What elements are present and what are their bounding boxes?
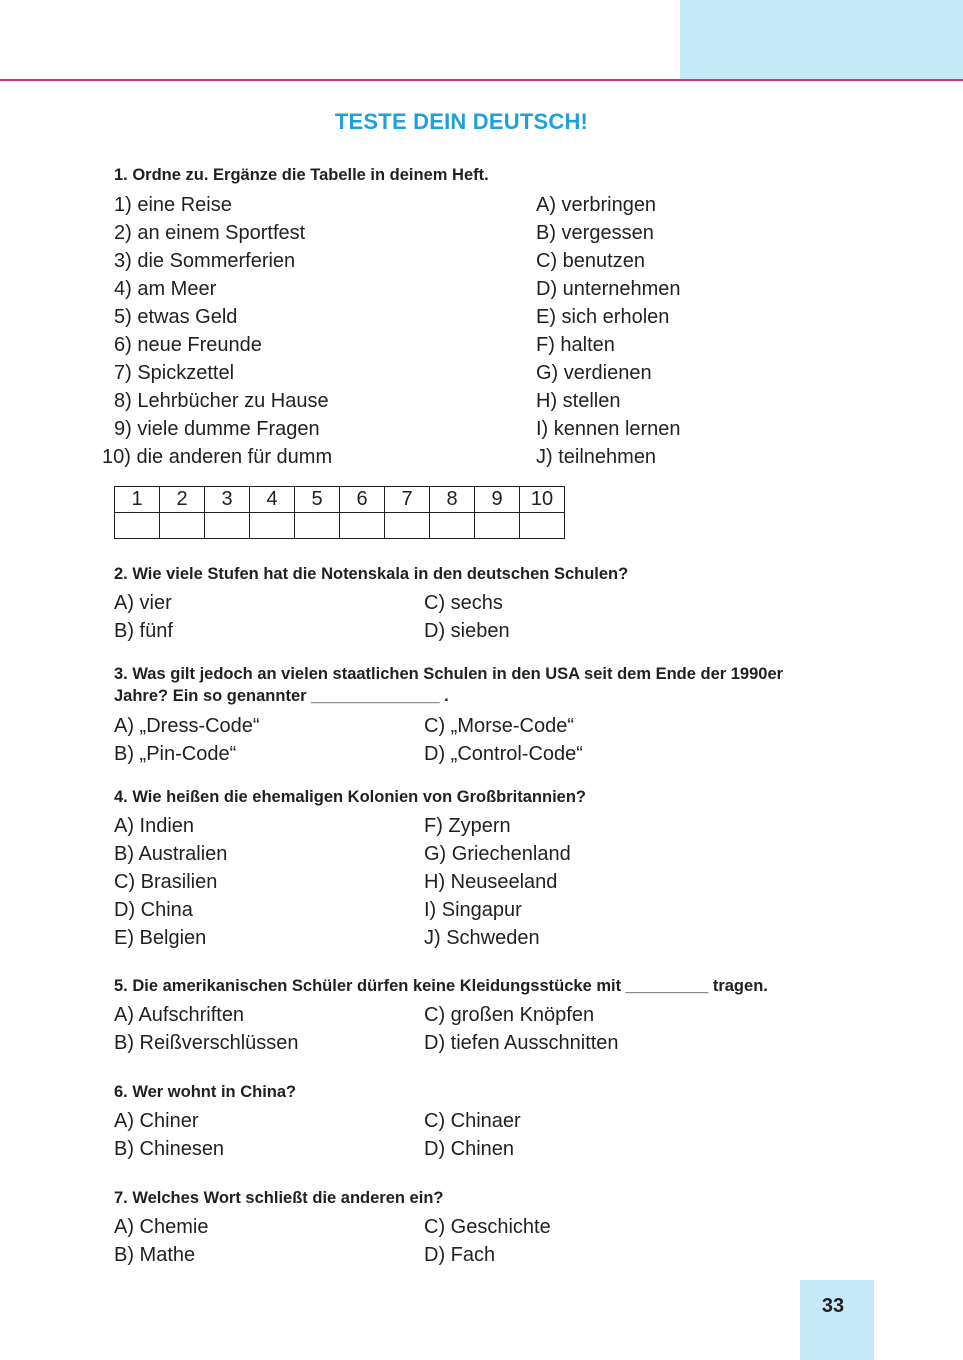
question-6-right-column bbox=[424, 1107, 521, 1163]
answer-option: C) Chinaer bbox=[424, 1110, 521, 1132]
answer-option: A) Indien bbox=[114, 815, 195, 837]
question-1-prompt: 1. Ordne zu. Ergänze die Tabelle in deinem Heft. bbox=[114, 166, 489, 184]
answer-option: A) Chiner bbox=[114, 1110, 199, 1132]
answer-option: C) Brasilien bbox=[114, 871, 218, 893]
header-color-block bbox=[680, 0, 963, 80]
list-item: D) unternehmen bbox=[536, 278, 681, 300]
question-3-right-column bbox=[424, 712, 583, 768]
question-2-left-column bbox=[114, 589, 173, 645]
answer-option: C) „Morse-Code“ bbox=[424, 715, 575, 737]
answer-cell[interactable] bbox=[430, 513, 475, 539]
answer-option: D) sieben bbox=[424, 620, 510, 642]
question-3-left-column bbox=[114, 712, 260, 768]
question-7-prompt: 7. Welches Wort schließt die anderen ein? bbox=[114, 1189, 444, 1207]
table-header-cell: 8 bbox=[430, 487, 475, 513]
answer-option: D) Fach bbox=[424, 1244, 496, 1266]
list-item: E) sich erholen bbox=[536, 306, 670, 328]
list-item: G) verdienen bbox=[536, 362, 652, 384]
header-divider bbox=[0, 79, 963, 81]
answer-option: J) Schweden bbox=[424, 927, 540, 949]
answer-option: B) „Pin-Code“ bbox=[114, 743, 237, 765]
question-7-left-column bbox=[114, 1213, 208, 1269]
page-number-box bbox=[800, 1280, 874, 1360]
answer-option: B) Australien bbox=[114, 843, 228, 865]
question-6-left-column bbox=[114, 1107, 224, 1163]
list-item: 1) eine Reise bbox=[114, 194, 232, 216]
list-item: A) verbringen bbox=[536, 194, 657, 216]
answer-option: G) Griechenland bbox=[424, 843, 571, 865]
list-item: 3) die Sommerferien bbox=[114, 250, 296, 272]
answer-option: C) großen Knöpfen bbox=[424, 1004, 595, 1026]
question-5-prompt: 5. Die amerikanischen Schüler dürfen keine Kleidungsstücke mit _________ tragen. bbox=[114, 977, 768, 995]
table-header-cell: 9 bbox=[475, 487, 520, 513]
answer-table bbox=[114, 486, 565, 539]
question-7-right-column bbox=[424, 1213, 551, 1269]
answer-cell[interactable] bbox=[205, 513, 250, 539]
list-item: 7) Spickzettel bbox=[114, 362, 235, 384]
list-item: F) halten bbox=[536, 334, 615, 356]
answer-option: B) Mathe bbox=[114, 1244, 196, 1266]
answer-cell[interactable] bbox=[250, 513, 295, 539]
answer-cell[interactable] bbox=[475, 513, 520, 539]
question-2-prompt: 2. Wie viele Stufen hat die Notenskala in den deutschen Schulen? bbox=[114, 565, 629, 583]
question-6-prompt: 6. Wer wohnt in China? bbox=[114, 1083, 297, 1101]
list-item: 2) an einem Sportfest bbox=[114, 222, 306, 244]
question-3-prompt bbox=[114, 663, 783, 707]
answer-cell[interactable] bbox=[385, 513, 430, 539]
table-header-row bbox=[115, 487, 565, 513]
answer-cell[interactable] bbox=[160, 513, 205, 539]
answer-option: F) Zypern bbox=[424, 815, 511, 837]
question-1-right-column bbox=[536, 191, 681, 471]
question-4-prompt: 4. Wie heißen die ehemaligen Kolonien von Großbritannien? bbox=[114, 788, 586, 806]
answer-option: I) Singapur bbox=[424, 899, 522, 921]
table-header-cell: 3 bbox=[205, 487, 250, 513]
table-header-cell: 4 bbox=[250, 487, 295, 513]
answer-option: E) Belgien bbox=[114, 927, 207, 949]
answer-option: A) Aufschriften bbox=[114, 1004, 245, 1026]
question-5-right-column bbox=[424, 1001, 619, 1057]
list-item: 10) die anderen für dumm bbox=[102, 446, 333, 468]
question-5-left-column bbox=[114, 1001, 299, 1057]
page-title: TESTE DEIN DEUTSCH! bbox=[334, 109, 589, 134]
table-header-cell: 1 bbox=[115, 487, 160, 513]
answer-cell[interactable] bbox=[520, 513, 565, 539]
answer-option: H) Neuseeland bbox=[424, 871, 558, 893]
question-3-prompt-line-1: 3. Was gilt jedoch an vielen staatlichen Schulen in den USA seit dem Ende der 1990er bbox=[114, 665, 784, 683]
answer-option: B) fünf bbox=[114, 620, 173, 642]
list-item: 8) Lehrbücher zu Hause bbox=[114, 390, 329, 412]
answer-option: A) „Dress-Code“ bbox=[114, 715, 260, 737]
page-number: 33 bbox=[821, 1295, 845, 1317]
question-2-right-column bbox=[424, 589, 510, 645]
table-header-cell: 2 bbox=[160, 487, 205, 513]
answer-option: C) Geschichte bbox=[424, 1216, 551, 1238]
answer-option: D) China bbox=[114, 899, 193, 921]
table-header-cell: 6 bbox=[340, 487, 385, 513]
answer-cell[interactable] bbox=[115, 513, 160, 539]
answer-option: A) vier bbox=[114, 592, 172, 614]
list-item: B) vergessen bbox=[536, 222, 654, 244]
list-item: I) kennen lernen bbox=[536, 418, 681, 440]
table-header-cell: 5 bbox=[295, 487, 340, 513]
answer-option: C) sechs bbox=[424, 592, 503, 614]
answer-option: B) Chinesen bbox=[114, 1138, 225, 1160]
answer-cell[interactable] bbox=[295, 513, 340, 539]
table-answer-row bbox=[115, 513, 565, 539]
question-4-left-column bbox=[114, 812, 227, 952]
list-item: 9) viele dumme Fragen bbox=[114, 418, 320, 440]
list-item: 5) etwas Geld bbox=[114, 306, 238, 328]
answer-option: D) „Control-Code“ bbox=[424, 743, 583, 765]
table-header-cell: 7 bbox=[385, 487, 430, 513]
answer-cell[interactable] bbox=[340, 513, 385, 539]
question-1-left-column bbox=[102, 191, 332, 471]
list-item: C) benutzen bbox=[536, 250, 645, 272]
list-item: J) teilnehmen bbox=[536, 446, 657, 468]
answer-option: A) Chemie bbox=[114, 1216, 209, 1238]
question-3-prompt-line-2: Jahre? Ein so genannter ______________ . bbox=[114, 687, 449, 705]
question-4-right-column bbox=[424, 812, 571, 952]
answer-option: B) Reißverschlüssen bbox=[114, 1032, 299, 1054]
list-item: H) stellen bbox=[536, 390, 621, 412]
list-item: 6) neue Freunde bbox=[114, 334, 262, 356]
table-header-cell: 10 bbox=[520, 487, 565, 513]
answer-option: D) tiefen Ausschnitten bbox=[424, 1032, 619, 1054]
answer-option: D) Chinen bbox=[424, 1138, 515, 1160]
list-item: 4) am Meer bbox=[114, 278, 217, 300]
